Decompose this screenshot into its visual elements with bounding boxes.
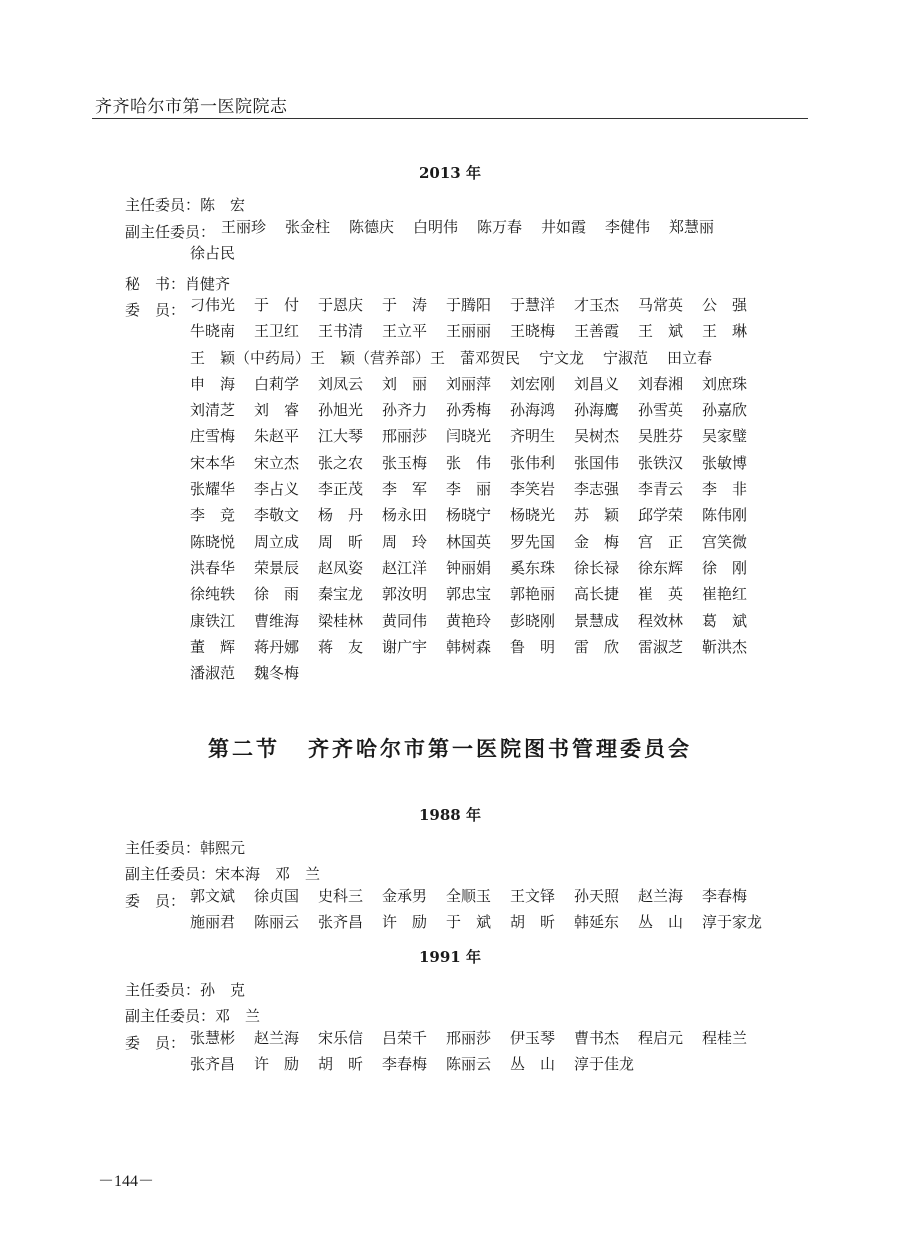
member-name: 张之农 bbox=[318, 453, 364, 472]
page-number: －144－ bbox=[98, 1173, 155, 1190]
member-row bbox=[190, 909, 766, 935]
section-number: 第二节 bbox=[208, 736, 280, 761]
member-name: 韩树森 bbox=[446, 637, 492, 656]
member-name: 朱赵平 bbox=[254, 427, 300, 446]
member-name: 陈伟刚 bbox=[702, 506, 748, 525]
member-name: 王立平 bbox=[382, 322, 428, 341]
member-name: 徐 雨 bbox=[254, 585, 300, 604]
director-name: 孙 克 bbox=[200, 981, 246, 999]
director-line-2013 bbox=[125, 194, 245, 215]
section-name: 齐齐哈尔市第一医院图书管理委员会 bbox=[308, 736, 692, 761]
member-name: 李笑岩 bbox=[510, 480, 556, 499]
member-name: 董 辉 bbox=[190, 637, 236, 656]
member-name: 李正茂 bbox=[318, 480, 364, 499]
deputy-row bbox=[221, 214, 733, 240]
member-name: 吕荣千 bbox=[382, 1029, 428, 1047]
member-name: 吴家璧 bbox=[702, 427, 748, 446]
deputy-line-2013 bbox=[125, 221, 215, 242]
member-name: 王书清 bbox=[318, 322, 364, 341]
deputy-name: 井如霞 bbox=[541, 218, 587, 236]
member-name: 杨 丹 bbox=[318, 506, 364, 525]
member-name: 张齐昌 bbox=[318, 913, 364, 932]
member-name: 杨永田 bbox=[382, 506, 428, 525]
member-name: 赵兰海 bbox=[254, 1029, 300, 1047]
member-name: 王晓梅 bbox=[510, 322, 556, 341]
member-list-1991 bbox=[190, 1025, 766, 1078]
members-label-2013 bbox=[125, 299, 185, 320]
member-name: 庄雪梅 bbox=[190, 427, 236, 446]
member-name: 林国英 bbox=[446, 532, 492, 551]
member-name: 孙嘉欣 bbox=[702, 401, 748, 420]
member-name: 蒋丹娜 bbox=[254, 637, 300, 656]
member-name: 金 梅 bbox=[574, 532, 620, 551]
member-name: 邓贺民 bbox=[475, 348, 521, 367]
section-title bbox=[0, 733, 900, 763]
member-name: 白莉学 bbox=[254, 374, 300, 393]
member-name: 王卫红 bbox=[254, 322, 300, 341]
member-name: 徐纯轶 bbox=[190, 585, 236, 604]
member-name: 洪春华 bbox=[190, 558, 236, 577]
member-name: 彭晓刚 bbox=[510, 611, 556, 630]
member-row bbox=[190, 1051, 766, 1077]
member-name: 程效林 bbox=[638, 611, 684, 630]
director-name: 韩熙元 bbox=[200, 839, 246, 857]
member-name: 申 海 bbox=[190, 374, 236, 393]
member-name: 孙海鸿 bbox=[510, 401, 556, 420]
member-name: 于慧洋 bbox=[510, 296, 556, 314]
member-name: 陈晓悦 bbox=[190, 532, 236, 551]
member-name: 于腾阳 bbox=[446, 296, 492, 314]
member-name: 胡 昕 bbox=[318, 1055, 364, 1074]
member-name: 宫笑微 bbox=[702, 532, 748, 551]
member-name: 徐长禄 bbox=[574, 558, 620, 577]
members-label: 委 员： bbox=[125, 1034, 186, 1052]
member-name: 赵江洋 bbox=[382, 558, 428, 577]
member-name: 邢丽莎 bbox=[382, 427, 428, 446]
member-name: 闫晓光 bbox=[446, 427, 492, 446]
director-label: 主任委员： bbox=[125, 196, 201, 214]
member-name: 丛 山 bbox=[510, 1055, 556, 1074]
member-name: 陈丽云 bbox=[446, 1055, 492, 1074]
member-name: 罗先国 bbox=[510, 532, 556, 551]
member-name: 吴胜芬 bbox=[638, 427, 684, 446]
member-name: 张铁汉 bbox=[638, 453, 684, 472]
member-name: 王 颖（中药局）王 颖（营养部）王 蕾 bbox=[190, 348, 476, 367]
deputy-name: 郑慧丽 bbox=[669, 218, 715, 236]
member-name: 荣景辰 bbox=[254, 558, 300, 577]
member-name: 于 斌 bbox=[446, 913, 492, 932]
member-row bbox=[190, 397, 766, 423]
member-row bbox=[190, 318, 766, 344]
member-name: 施丽君 bbox=[190, 913, 236, 932]
member-name: 王丽丽 bbox=[446, 322, 492, 341]
member-name: 丛 山 bbox=[638, 913, 684, 932]
member-name: 马常英 bbox=[638, 296, 684, 314]
member-name: 孙天照 bbox=[574, 887, 620, 905]
deputy-list-2013 bbox=[190, 214, 733, 267]
member-name: 苏 颖 bbox=[574, 506, 620, 525]
members-label-1991 bbox=[125, 1032, 185, 1053]
deputy-line-1991 bbox=[125, 1005, 260, 1026]
member-name: 宁淑范 bbox=[603, 348, 649, 367]
member-name: 赵兰海 bbox=[638, 887, 684, 905]
member-name: 奚东珠 bbox=[510, 558, 556, 577]
member-name: 韩延东 bbox=[574, 913, 620, 932]
member-name: 程桂兰 bbox=[702, 1029, 748, 1047]
member-name: 邱学荣 bbox=[638, 506, 684, 525]
member-name: 于 付 bbox=[254, 296, 300, 314]
member-row bbox=[190, 1025, 766, 1051]
member-name: 蒋 友 bbox=[318, 637, 364, 656]
member-name: 伊玉琴 bbox=[510, 1029, 556, 1047]
member-name: 王 斌 bbox=[638, 322, 684, 341]
director-name: 陈 宏 bbox=[200, 196, 246, 214]
member-name: 黄同伟 bbox=[382, 611, 428, 630]
member-name: 张齐昌 bbox=[190, 1055, 236, 1074]
member-name: 宫 正 bbox=[638, 532, 684, 551]
member-name: 刘 睿 bbox=[254, 401, 300, 420]
member-row bbox=[190, 345, 766, 371]
member-name: 葛 斌 bbox=[702, 611, 748, 630]
member-name: 张玉梅 bbox=[382, 453, 428, 472]
member-name: 宋本华 bbox=[190, 453, 236, 472]
member-name: 李 军 bbox=[382, 480, 428, 499]
member-name: 王文铎 bbox=[510, 887, 556, 905]
year-heading-1988: 1988 年 bbox=[419, 806, 481, 824]
members-label-1988 bbox=[125, 890, 185, 911]
member-row bbox=[190, 634, 766, 660]
member-row bbox=[190, 292, 766, 318]
member-name: 张国伟 bbox=[574, 453, 620, 472]
secretary-name: 肖健齐 bbox=[185, 275, 231, 293]
member-list-1988 bbox=[190, 883, 766, 936]
member-row bbox=[190, 476, 766, 502]
member-name: 雷 欣 bbox=[574, 637, 620, 656]
deputy-name: 李健伟 bbox=[605, 218, 651, 236]
member-name: 杨晓光 bbox=[510, 506, 556, 525]
member-name: 于 涛 bbox=[382, 296, 428, 314]
member-name: 靳洪杰 bbox=[702, 637, 748, 656]
member-name: 王善霞 bbox=[574, 322, 620, 341]
member-name: 郭艳丽 bbox=[510, 585, 556, 604]
member-name: 于恩庆 bbox=[318, 296, 364, 314]
member-name: 郭忠宝 bbox=[446, 585, 492, 604]
header-rule bbox=[92, 118, 808, 119]
member-name: 刘春湘 bbox=[638, 374, 684, 393]
member-name: 孙雪英 bbox=[638, 401, 684, 420]
member-row bbox=[190, 608, 766, 634]
director-label: 主任委员： bbox=[125, 839, 201, 857]
member-name: 曹维海 bbox=[254, 611, 300, 630]
member-row bbox=[190, 450, 766, 476]
member-name: 王 琳 bbox=[702, 322, 748, 341]
member-name: 吴树杰 bbox=[574, 427, 620, 446]
member-name: 孙海鹰 bbox=[574, 401, 620, 420]
member-name: 鲁 明 bbox=[510, 637, 556, 656]
member-name: 金承男 bbox=[382, 887, 428, 905]
member-name: 张敏博 bbox=[702, 453, 748, 472]
member-name: 陈丽云 bbox=[254, 913, 300, 932]
member-name: 刘 丽 bbox=[382, 374, 428, 393]
member-name: 曹书杰 bbox=[574, 1029, 620, 1047]
member-name: 齐明生 bbox=[510, 427, 556, 446]
member-name: 李春梅 bbox=[382, 1055, 428, 1074]
deputy-name: 张金柱 bbox=[285, 218, 331, 236]
member-name: 雷淑芝 bbox=[638, 637, 684, 656]
member-name: 邢丽莎 bbox=[446, 1029, 492, 1047]
member-name: 李 非 bbox=[702, 480, 748, 499]
member-name: 李 丽 bbox=[446, 480, 492, 499]
member-name: 史科三 bbox=[318, 887, 364, 905]
member-row bbox=[190, 371, 766, 397]
member-name: 李 竞 bbox=[190, 506, 236, 525]
member-row bbox=[190, 423, 766, 449]
member-name: 杨晓宁 bbox=[446, 506, 492, 525]
member-name: 李春梅 bbox=[702, 887, 748, 905]
member-name: 张 伟 bbox=[446, 453, 492, 472]
secretary-label: 秘 书： bbox=[125, 275, 186, 293]
member-name: 钟丽娟 bbox=[446, 558, 492, 577]
member-name: 淳于家龙 bbox=[702, 913, 763, 932]
member-name: 李志强 bbox=[574, 480, 620, 499]
member-name: 公 强 bbox=[702, 296, 748, 314]
deputy-name: 王丽珍 bbox=[221, 218, 267, 236]
member-name: 黄艳玲 bbox=[446, 611, 492, 630]
deputy-label: 副主任委员： bbox=[125, 223, 216, 241]
member-name: 孙旭光 bbox=[318, 401, 364, 420]
member-name: 张慧彬 bbox=[190, 1029, 236, 1047]
member-name: 徐东辉 bbox=[638, 558, 684, 577]
member-name: 许 励 bbox=[382, 913, 428, 932]
member-name: 徐 刚 bbox=[702, 558, 748, 577]
running-header: 齐齐哈尔市第一医院院志 bbox=[95, 97, 288, 117]
member-name: 潘淑范 bbox=[190, 664, 236, 683]
director-line-1988 bbox=[125, 837, 245, 858]
member-name: 田立春 bbox=[667, 348, 713, 367]
member-row bbox=[190, 502, 766, 528]
member-name: 刘宏刚 bbox=[510, 374, 556, 393]
member-name: 周立成 bbox=[254, 532, 300, 551]
member-name: 崔 英 bbox=[638, 585, 684, 604]
deputy-row-cont bbox=[190, 240, 733, 266]
director-label: 主任委员： bbox=[125, 981, 201, 999]
member-name: 宁文龙 bbox=[539, 348, 585, 367]
deputy-names: 宋本海 邓 兰 bbox=[215, 865, 321, 883]
member-name: 秦宝龙 bbox=[318, 585, 364, 604]
deputy-name: 陈德庆 bbox=[349, 218, 395, 236]
member-name: 张耀华 bbox=[190, 480, 236, 499]
member-name: 刘清芝 bbox=[190, 401, 236, 420]
member-name: 赵凤姿 bbox=[318, 558, 364, 577]
member-name: 李青云 bbox=[638, 480, 684, 499]
member-name: 徐贞国 bbox=[254, 887, 300, 905]
members-label: 委 员： bbox=[125, 301, 186, 319]
member-name: 孙齐力 bbox=[382, 401, 428, 420]
member-name: 江大琴 bbox=[318, 427, 364, 446]
member-name: 胡 昕 bbox=[510, 913, 556, 932]
deputy-label: 副主任委员： bbox=[125, 1007, 216, 1025]
deputy-name: 徐占民 bbox=[190, 244, 236, 263]
year-heading-1991: 1991 年 bbox=[419, 948, 481, 966]
member-name: 郭汝明 bbox=[382, 585, 428, 604]
member-row bbox=[190, 660, 766, 686]
member-row bbox=[190, 529, 766, 555]
member-name: 全顺玉 bbox=[446, 887, 492, 905]
director-line-1991 bbox=[125, 979, 245, 1000]
member-row bbox=[190, 883, 766, 909]
deputy-names: 邓 兰 bbox=[215, 1007, 261, 1025]
member-name: 崔艳红 bbox=[702, 585, 748, 604]
member-name: 孙秀梅 bbox=[446, 401, 492, 420]
member-name: 刘凤云 bbox=[318, 374, 364, 393]
member-name: 周 玲 bbox=[382, 532, 428, 551]
member-name: 魏冬梅 bbox=[254, 664, 300, 683]
year-heading-2013: 2013 年 bbox=[419, 164, 481, 182]
member-name: 许 励 bbox=[254, 1055, 300, 1074]
member-name: 谢广宇 bbox=[382, 637, 428, 656]
member-name: 郭文斌 bbox=[190, 887, 236, 905]
member-name: 刁伟光 bbox=[190, 296, 236, 314]
member-name: 景慧成 bbox=[574, 611, 620, 630]
member-row bbox=[190, 581, 766, 607]
member-name: 李占义 bbox=[254, 480, 300, 499]
member-name: 李敬文 bbox=[254, 506, 300, 525]
member-name: 淳于佳龙 bbox=[574, 1055, 635, 1074]
member-list-2013 bbox=[190, 292, 766, 686]
deputy-name: 白明伟 bbox=[413, 218, 459, 236]
member-name: 牛晓南 bbox=[190, 322, 236, 341]
member-name: 梁桂林 bbox=[318, 611, 364, 630]
member-name: 刘昌义 bbox=[574, 374, 620, 393]
member-name: 宋乐信 bbox=[318, 1029, 364, 1047]
deputy-name: 陈万春 bbox=[477, 218, 523, 236]
member-row bbox=[190, 555, 766, 581]
members-label: 委 员： bbox=[125, 892, 186, 910]
member-name: 康铁江 bbox=[190, 611, 236, 630]
member-name: 刘丽萍 bbox=[446, 374, 492, 393]
member-name: 张伟利 bbox=[510, 453, 556, 472]
member-name: 宋立杰 bbox=[254, 453, 300, 472]
secretary-line-2013 bbox=[125, 273, 230, 294]
member-name: 才玉杰 bbox=[574, 296, 620, 314]
deputy-label: 副主任委员： bbox=[125, 865, 216, 883]
member-name: 刘庶珠 bbox=[702, 374, 748, 393]
member-name: 周 昕 bbox=[318, 532, 364, 551]
member-name: 程启元 bbox=[638, 1029, 684, 1047]
member-name: 高长捷 bbox=[574, 585, 620, 604]
deputy-line-1988 bbox=[125, 863, 320, 884]
